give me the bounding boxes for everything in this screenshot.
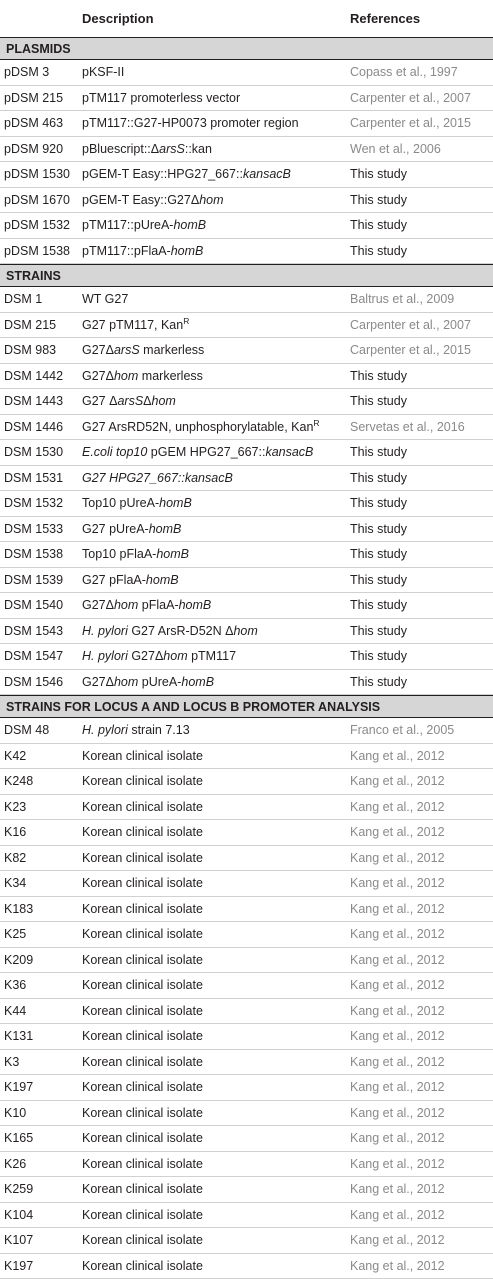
cell-description: Korean clinical isolate (82, 1106, 203, 1120)
cell-id: pDSM 1530 (4, 167, 70, 181)
reference-link[interactable]: Kang et al., 2012 (350, 851, 445, 865)
cell-description (82, 167, 291, 181)
cell-id: K104 (4, 1208, 33, 1222)
cell-id: DSM 1532 (4, 496, 63, 510)
table-row (0, 1024, 493, 1050)
reference-link[interactable]: Kang et al., 2012 (350, 1029, 445, 1043)
description-part: G27Δ (82, 343, 114, 357)
reference-link[interactable]: Carpenter et al., 2015 (350, 343, 471, 357)
description-part: G27 HPG27_667::kansacB (82, 471, 233, 485)
table-row (0, 1075, 493, 1101)
table-row (0, 744, 493, 770)
description-part: hom (114, 369, 138, 383)
description-part: G27Δ (82, 598, 114, 612)
table-row (0, 871, 493, 897)
description-part: H. pylori (82, 723, 128, 737)
cell-id: pDSM 463 (4, 116, 63, 130)
cell-description: Korean clinical isolate (82, 800, 203, 814)
description-part: hom (114, 598, 138, 612)
reference-link[interactable]: Servetas et al., 2016 (350, 420, 465, 434)
cell-description: Korean clinical isolate (82, 1131, 203, 1145)
reference-link[interactable]: Kang et al., 2012 (350, 1157, 445, 1171)
cell-description: Korean clinical isolate (82, 774, 203, 788)
table-row (0, 1228, 493, 1254)
description-part: E.coli top10 (82, 445, 147, 459)
cell-reference: This study (350, 445, 407, 459)
cell-id: K3 (4, 1055, 19, 1069)
cell-id: K107 (4, 1233, 33, 1247)
cell-id: DSM 1443 (4, 394, 63, 408)
description-part: hom (114, 675, 138, 689)
cell-id: K42 (4, 749, 26, 763)
cell-id: DSM 983 (4, 343, 56, 357)
cell-description (82, 547, 189, 561)
description-part: markerless (140, 343, 205, 357)
description-part: homB (146, 573, 179, 587)
description-part: G27Δ (128, 649, 163, 663)
cell-id: K36 (4, 978, 26, 992)
cell-description: Korean clinical isolate (82, 876, 203, 890)
table-row (0, 213, 493, 239)
reference-link[interactable]: Wen et al., 2006 (350, 142, 441, 156)
reference-link[interactable]: Kang et al., 2012 (350, 953, 445, 967)
description-part: H. pylori (82, 624, 128, 638)
description-part: G27 pFlaA- (82, 573, 146, 587)
table-row (0, 795, 493, 821)
cell-id: K183 (4, 902, 33, 916)
cell-description: pTM117::G27-HP0073 promoter region (82, 116, 299, 130)
cell-description (82, 244, 203, 258)
description-part: G27 ArsRD52N, unphosphorylatable, Kan (82, 420, 313, 434)
table-row (0, 466, 493, 492)
description-part: G27 pTM117, Kan (82, 318, 183, 332)
reference-link[interactable]: Franco et al., 2005 (350, 723, 454, 737)
table-row (0, 60, 493, 86)
table-row (0, 922, 493, 948)
reference-link[interactable]: Kang et al., 2012 (350, 1131, 445, 1145)
section-title: STRAINS FOR LOCUS A AND LOCUS B PROMOTER ANALYSIS (6, 700, 380, 714)
description-part: homB (179, 598, 212, 612)
description-part: R (183, 316, 189, 326)
table-row (0, 188, 493, 214)
description-part: kansacB (265, 445, 313, 459)
section-header (0, 37, 493, 60)
cell-reference: This study (350, 167, 407, 181)
cell-id: DSM 215 (4, 318, 56, 332)
cell-id: DSM 1531 (4, 471, 63, 485)
cell-id: K26 (4, 1157, 26, 1171)
cell-reference: This study (350, 496, 407, 510)
description-part: hom (152, 394, 176, 408)
description-part: hom (163, 649, 187, 663)
description-part: arsS (117, 394, 143, 408)
reference-link[interactable]: Baltrus et al., 2009 (350, 292, 454, 306)
reference-link[interactable]: Kang et al., 2012 (350, 774, 445, 788)
cell-id: DSM 1539 (4, 573, 63, 587)
cell-id: K209 (4, 953, 33, 967)
cell-id: pDSM 1538 (4, 244, 70, 258)
table-row (0, 86, 493, 112)
cell-description (82, 420, 320, 434)
cell-description: Korean clinical isolate (82, 1182, 203, 1196)
cell-reference: This study (350, 471, 407, 485)
cell-description: Korean clinical isolate (82, 953, 203, 967)
description-part: markerless (138, 369, 203, 383)
table-row (0, 1254, 493, 1279)
description-part: H. pylori (82, 649, 128, 663)
cell-id: DSM 1543 (4, 624, 63, 638)
description-part: Top10 pFlaA- (82, 547, 156, 561)
cell-description (82, 598, 211, 612)
table-row (0, 769, 493, 795)
section-header (0, 264, 493, 287)
cell-description: Korean clinical isolate (82, 1233, 203, 1247)
description-part: G27 Δ (82, 394, 117, 408)
reference-link[interactable]: Kang et al., 2012 (350, 876, 445, 890)
cell-id: pDSM 215 (4, 91, 63, 105)
description-part: homB (156, 547, 189, 561)
cell-reference: This study (350, 369, 407, 383)
cell-id: pDSM 1532 (4, 218, 70, 232)
description-part: G27Δ (82, 675, 114, 689)
description-part: Top10 pUreA- (82, 496, 159, 510)
cell-id: K44 (4, 1004, 26, 1018)
table-row (0, 415, 493, 441)
section-title: STRAINS (6, 269, 61, 283)
cell-description: pTM117 promoterless vector (82, 91, 240, 105)
description-part: strain 7.13 (128, 723, 190, 737)
cell-id: K82 (4, 851, 26, 865)
description-part: ::kan (185, 142, 212, 156)
reference-link[interactable]: Kang et al., 2012 (350, 978, 445, 992)
cell-description: Korean clinical isolate (82, 1080, 203, 1094)
description-part: Δ (143, 394, 151, 408)
table-row (0, 313, 493, 339)
cell-description (82, 445, 313, 459)
cell-description (82, 394, 176, 408)
cell-description (82, 142, 212, 156)
cell-reference: This study (350, 624, 407, 638)
cell-id: K259 (4, 1182, 33, 1196)
table-row (0, 568, 493, 594)
description-part: G27Δ (82, 369, 114, 383)
cell-description: Korean clinical isolate (82, 1259, 203, 1273)
cell-description (82, 522, 181, 536)
table-row (0, 1101, 493, 1127)
table-row (0, 440, 493, 466)
description-part: pTM117 (188, 649, 236, 663)
description-part: homB (173, 218, 206, 232)
reference-link[interactable]: Kang et al., 2012 (350, 800, 445, 814)
cell-description: Korean clinical isolate (82, 1055, 203, 1069)
cell-description: Korean clinical isolate (82, 1029, 203, 1043)
cell-reference: This study (350, 394, 407, 408)
table-row (0, 239, 493, 265)
cell-description (82, 318, 189, 332)
reference-link[interactable]: Carpenter et al., 2007 (350, 91, 471, 105)
description-part: pGEM-T Easy::G27Δ (82, 193, 199, 207)
table-row (0, 1203, 493, 1229)
table-row (0, 491, 493, 517)
reference-link[interactable]: Kang et al., 2012 (350, 1106, 445, 1120)
description-part: arsS (159, 142, 185, 156)
cell-id: K23 (4, 800, 26, 814)
cell-id: DSM 1538 (4, 547, 63, 561)
table-body (0, 37, 493, 1279)
cell-description: Korean clinical isolate (82, 1208, 203, 1222)
cell-id: DSM 1540 (4, 598, 63, 612)
cell-id: DSM 1 (4, 292, 42, 306)
cell-description: pKSF-II (82, 65, 124, 79)
description-part: hom (199, 193, 223, 207)
cell-reference: This study (350, 675, 407, 689)
table-row (0, 287, 493, 313)
description-part: kansacB (243, 167, 291, 181)
cell-id: K34 (4, 876, 26, 890)
cell-description: Korean clinical isolate (82, 749, 203, 763)
table-row (0, 1050, 493, 1076)
table-row (0, 999, 493, 1025)
cell-id: K16 (4, 825, 26, 839)
cell-description: Korean clinical isolate (82, 825, 203, 839)
description-part: homB (181, 675, 214, 689)
table-row (0, 1177, 493, 1203)
reference-link[interactable]: Carpenter et al., 2007 (350, 318, 471, 332)
reference-link[interactable]: Kang et al., 2012 (350, 749, 445, 763)
table-row (0, 389, 493, 415)
reference-link[interactable]: Kang et al., 2012 (350, 1182, 445, 1196)
table-row (0, 846, 493, 872)
table-row (0, 137, 493, 163)
cell-id: K165 (4, 1131, 33, 1145)
cell-reference: This study (350, 244, 407, 258)
cell-id: K25 (4, 927, 26, 941)
description-part: pTM117::pFlaA- (82, 244, 171, 258)
cell-reference: This study (350, 649, 407, 663)
table-row (0, 718, 493, 744)
cell-id: pDSM 920 (4, 142, 63, 156)
cell-description (82, 649, 236, 663)
description-part: arsS (114, 343, 140, 357)
cell-id: DSM 1442 (4, 369, 63, 383)
cell-id: K197 (4, 1259, 33, 1273)
table-row (0, 619, 493, 645)
table-row (0, 542, 493, 568)
section-title: PLASMIDS (6, 42, 71, 56)
cell-reference: This study (350, 598, 407, 612)
description-part: pFlaA- (138, 598, 178, 612)
cell-id: K131 (4, 1029, 33, 1043)
table-row (0, 820, 493, 846)
reference-link[interactable]: Copass et al., 1997 (350, 65, 458, 79)
cell-description: Korean clinical isolate (82, 978, 203, 992)
reference-link[interactable]: Kang et al., 2012 (350, 927, 445, 941)
cell-reference: This study (350, 522, 407, 536)
table-row (0, 338, 493, 364)
cell-description (82, 624, 258, 638)
cell-description (82, 573, 179, 587)
reference-link[interactable]: Kang et al., 2012 (350, 1055, 445, 1069)
table-row (0, 111, 493, 137)
cell-description (82, 369, 203, 383)
table-row (0, 1126, 493, 1152)
table-row (0, 1152, 493, 1178)
table-row (0, 364, 493, 390)
table-row (0, 517, 493, 543)
reference-link[interactable]: Kang et al., 2012 (350, 1004, 445, 1018)
cell-id: DSM 1446 (4, 420, 63, 434)
header-description: Description (82, 11, 154, 26)
reference-link[interactable]: Kang et al., 2012 (350, 1080, 445, 1094)
cell-id: K197 (4, 1080, 33, 1094)
table-row (0, 897, 493, 923)
cell-id: DSM 48 (4, 723, 49, 737)
header-references: References (350, 11, 420, 26)
description-part: homB (171, 244, 204, 258)
reference-link[interactable]: Carpenter et al., 2015 (350, 116, 471, 130)
description-part: pGEM-T Easy::HPG27_667:: (82, 167, 243, 181)
cell-id: DSM 1530 (4, 445, 63, 459)
reference-link[interactable]: Kang et al., 2012 (350, 1208, 445, 1222)
description-part: pUreA- (138, 675, 181, 689)
description-part: pBluescript::Δ (82, 142, 159, 156)
reference-link[interactable]: Kang et al., 2012 (350, 902, 445, 916)
description-part: R (313, 418, 319, 428)
cell-id: K10 (4, 1106, 26, 1120)
section-header (0, 695, 493, 718)
description-part: G27 ArsR-D52N Δ (128, 624, 234, 638)
cell-description (82, 723, 190, 737)
cell-id: pDSM 1670 (4, 193, 70, 207)
reference-link[interactable]: Kang et al., 2012 (350, 825, 445, 839)
cell-description (82, 343, 204, 357)
cell-reference: This study (350, 547, 407, 561)
cell-id: DSM 1546 (4, 675, 63, 689)
reference-link[interactable]: Kang et al., 2012 (350, 1233, 445, 1247)
cell-description: Korean clinical isolate (82, 902, 203, 916)
cell-description: Korean clinical isolate (82, 927, 203, 941)
cell-id: DSM 1547 (4, 649, 63, 663)
description-part: hom (233, 624, 257, 638)
cell-description (82, 218, 206, 232)
cell-reference: This study (350, 218, 407, 232)
cell-id: pDSM 3 (4, 65, 49, 79)
table-row (0, 670, 493, 696)
table-row (0, 162, 493, 188)
table-row (0, 948, 493, 974)
cell-description: Korean clinical isolate (82, 1157, 203, 1171)
cell-description: Korean clinical isolate (82, 851, 203, 865)
cell-description (82, 193, 224, 207)
table-header (0, 0, 493, 37)
cell-reference: This study (350, 193, 407, 207)
description-part: homB (149, 522, 182, 536)
cell-reference: This study (350, 573, 407, 587)
reference-link[interactable]: Kang et al., 2012 (350, 1259, 445, 1273)
cell-description (82, 471, 233, 485)
cell-description: WT G27 (82, 292, 128, 306)
description-part: pGEM HPG27_667:: (147, 445, 265, 459)
cell-description (82, 675, 214, 689)
table-row (0, 973, 493, 999)
table-row (0, 593, 493, 619)
cell-description (82, 496, 192, 510)
cell-id: K248 (4, 774, 33, 788)
description-part: G27 pUreA- (82, 522, 149, 536)
cell-id: DSM 1533 (4, 522, 63, 536)
description-part: pTM117::pUreA- (82, 218, 173, 232)
cell-description: Korean clinical isolate (82, 1004, 203, 1018)
table-row (0, 644, 493, 670)
description-part: homB (159, 496, 192, 510)
